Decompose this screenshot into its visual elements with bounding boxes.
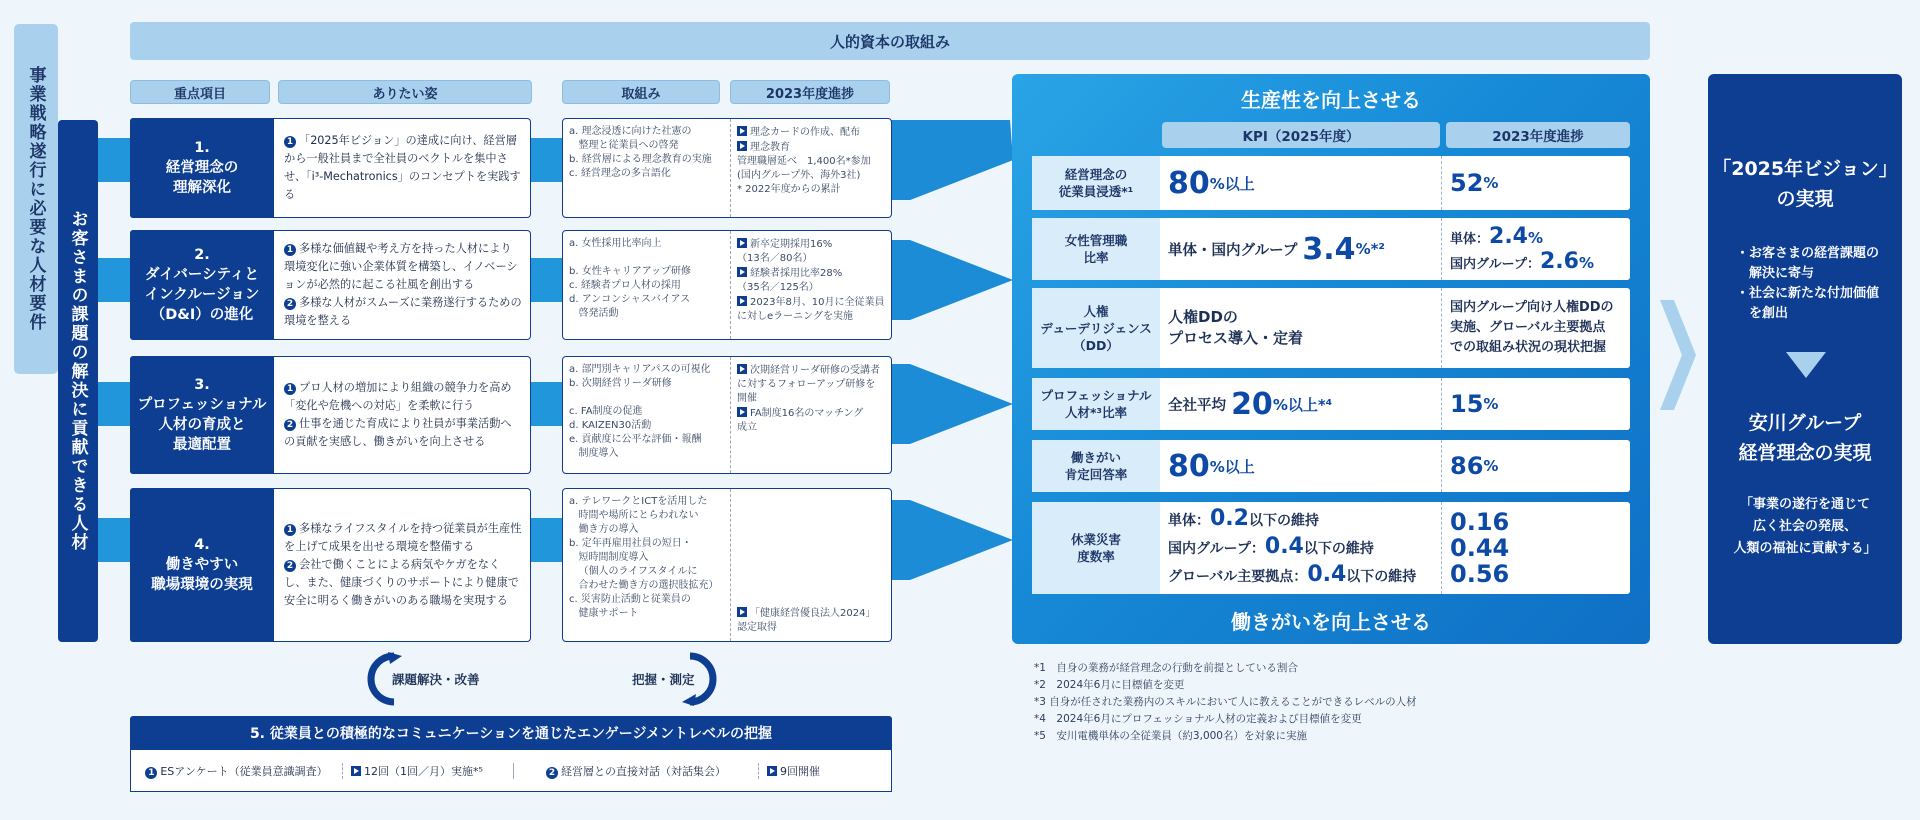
cycle-right-arrow-icon [680, 652, 730, 706]
row-4-box [562, 488, 892, 642]
kpi-progress-text: 国内グループ向け人権DDの 実施、グローバル主要拠点 での取組み状況の現状把握 [1450, 300, 1614, 355]
header-progress: 2023年度進捗 [730, 80, 890, 104]
engagement-row [130, 750, 892, 792]
group-philosophy-quote: 「事業の遂行を通じて 広く社会の発展、 人類の福祉に貢献する」 [1733, 497, 1877, 556]
play-icon [737, 141, 747, 151]
row-4-label: 4. 働きやすい 職場環境の実現 [130, 488, 274, 642]
kpi-row-label: 人権 デューデリジェンス （DD） [1032, 288, 1160, 368]
header-initiatives: 取組み [562, 80, 720, 104]
play-icon [767, 766, 777, 776]
kpi-target-value: 80 [1168, 448, 1210, 484]
vision-item: ・お客さまの経営課題の 解決に寄与 [1736, 246, 1880, 281]
cycle-right-label: 把握・測定 [632, 672, 695, 687]
kpi-target-suffix: 以下の維持 [1303, 541, 1374, 557]
kpi-target-suffix: %以上 [1209, 174, 1255, 193]
kpi-target-value: 20 [1231, 386, 1273, 422]
chevron-right-icon [1660, 300, 1696, 410]
play-icon [737, 364, 747, 374]
play-icon [351, 766, 361, 776]
kpi-progress-value: 0.16 [1450, 508, 1510, 536]
engagement-item-2: 経営層との直接対話（対話集会） [561, 764, 726, 778]
kpi-target-value: 0.2 [1210, 506, 1249, 531]
kpi-progress-value: 2.4 [1489, 224, 1528, 249]
footnotes [1034, 660, 1417, 745]
kpi-target-suffix: %*² [1355, 240, 1386, 258]
row-4-progress-1: 「健康経営優良法人2024」 認定取得 [737, 608, 876, 633]
num-2-icon: 2 [284, 560, 296, 572]
kpi-progress-label: 単体： [1450, 232, 1490, 247]
kpi-row-accident-rate [1032, 502, 1630, 594]
kpi-progress-value: 15 [1450, 390, 1484, 418]
kpi-progress-value: 2.6 [1539, 249, 1579, 274]
kpi-target-prefix: 国内グループ： [1168, 541, 1265, 557]
row-4-desc-item-1: 多様なライフスタイルを持つ従業員が生産性を上げて成果を出せる環境を整備する [284, 522, 522, 553]
engagement-item-2-progress: 9回開催 [780, 764, 820, 778]
kpi-progress-unit: % [1528, 229, 1544, 247]
row-4-desc [274, 488, 531, 642]
kpi-progress-unit: % [1578, 254, 1594, 272]
kpi-progress-value: 86 [1450, 452, 1484, 480]
row-3-initiatives: a. 部門別キャリアパスの可視化 b. 次期経営リーダ研修 c. FA制度の促進 d. KAIZEN30活動 e. 貢献度に公平な評価・報酬 制度導入 [563, 357, 731, 473]
top-banner: 人的資本の取組み [130, 22, 1650, 60]
header-ideal: ありたい姿 [278, 80, 532, 104]
engagement-title: 5. 従業員との積極的なコミュニケーションを通じたエンゲージメントレベルの把握 [130, 716, 892, 750]
kpi-row-women-managers [1032, 218, 1630, 280]
footnote: *2 2024年6月に目標値を変更 [1034, 679, 1185, 691]
play-icon [737, 607, 747, 617]
num-1-icon: 1 [145, 767, 157, 779]
kpi-row-human-rights [1032, 288, 1630, 368]
num-2-icon: 2 [546, 767, 558, 779]
kpi-progress-unit: % [1483, 457, 1499, 475]
play-icon [737, 296, 747, 306]
row-3-desc-item-2: 仕事を通じた育成により社員が事業活動への貢献を実感し、働きがいを向上させる [284, 417, 512, 448]
play-icon [737, 238, 747, 248]
kpi-top-title: 生産性を向上させる [1241, 88, 1421, 112]
row-2-desc-item-2: 多様な人材がスムーズに業務遂行するための環境を整える [284, 296, 522, 327]
play-icon [737, 126, 747, 136]
row-4-initiatives: a. テレワークとICTを活用した 時間や場所にとらわれない 働き方の導入 b. 定年再雇用社員の短日・ 短時間制度導入 （個人のライフスタイルに 合わせた働き方の選択肢拡充） c. 災害防止活動と従業員の 健康サポート [563, 489, 731, 641]
vision-title: 「2025年ビジョン」 の実現 [1712, 158, 1898, 210]
vision-item: ・社会に新たな付加価値 を創出 [1736, 286, 1880, 321]
kpi-target-suffix: 以下の維持 [1248, 513, 1319, 529]
num-1-icon: 1 [284, 383, 296, 395]
kpi-target-value: 0.4 [1307, 562, 1347, 587]
row-2-progress-2: 経験者採用比率28% （35名／125名） [737, 268, 843, 293]
row-2-label: 2. ダイバーシティと インクルージョン （D&I）の進化 [130, 230, 274, 340]
footnote: *3 自身が任された業務内のスキルにおいて人に教えることができるレベルの人材 [1034, 696, 1417, 708]
engagement-item-1: ESアンケート（従業員意識調査） [160, 764, 328, 778]
cycle-left-label: 課題解決・改善 [392, 672, 480, 687]
kpi-target-value: 0.4 [1264, 534, 1304, 559]
engagement-item-1-progress: 12回（1回／月）実施*⁵ [364, 764, 483, 778]
kpi-bottom-title: 働きがいを向上させる [1231, 610, 1431, 634]
play-icon [737, 267, 747, 277]
row-2-progress-1: 新卒定期採用16% （13名／80名） [737, 239, 833, 264]
kpi-row-professional [1032, 378, 1630, 430]
num-1-icon: 1 [284, 244, 296, 256]
num-1-icon: 1 [284, 524, 296, 536]
kpi-row-label: 働きがい 肯定回答率 [1032, 440, 1160, 492]
kpi-row-label: 経営理念の 従業員浸透*¹ [1032, 156, 1160, 210]
footnote: *1 自身の業務が経営理念の行動を前提としている割合 [1034, 662, 1298, 674]
kpi-progress-value: 0.44 [1450, 534, 1510, 562]
kpi-target-prefix: 単体・国内グループ [1168, 242, 1298, 259]
kpi-row-label: 女性管理職 比率 [1032, 218, 1160, 280]
row-1-progress-1: 理念カードの作成、配布 [750, 127, 860, 138]
kpi-progress-label: 国内グループ： [1450, 257, 1540, 272]
left-talent-label: お客さまの課題の解決に貢献できる人材 [58, 120, 98, 642]
footnote: *5 安川電機単体の全従業員（約3,000名）を対象に実施 [1034, 730, 1307, 742]
down-triangle-icon [1786, 352, 1826, 378]
kpi-target-suffix: 以下の維持 [1346, 569, 1417, 585]
row-3-progress-2: FA制度16名のマッチング 成立 [737, 408, 864, 433]
row-2-box [562, 230, 892, 340]
row-3-progress-1: 次期経営リーダ研修の受講者 に対するフォローアップ研修を 開催 [737, 365, 880, 404]
kpi-target-prefix: 全社平均 [1168, 397, 1226, 414]
row-1-box [562, 118, 892, 218]
row-2-progress-3: 2023年8月、10月に全従業員 に対しeラーニングを実施 [737, 297, 885, 322]
group-philosophy-title: 安川グループ 経営理念の実現 [1738, 412, 1872, 464]
num-2-icon: 2 [284, 419, 296, 431]
num-1-icon: 1 [284, 136, 296, 148]
row-3-desc-item-1: プロ人材の増加により組織の競争力を高め「変化や危機への対応」を柔軟に行う [284, 381, 512, 412]
kpi-header: KPI（2025年度） [1162, 122, 1440, 148]
row-4-desc-item-2: 会社で働くことによる病気やケガをなくし、また、健康づくりのサポートにより健康で安全に明るく働きがいのある職場を実現する [284, 558, 519, 607]
footnote: *4 2024年6月にプロフェッショナル人材の定義および目標値を変更 [1034, 713, 1362, 725]
kpi-progress-value: 0.56 [1450, 560, 1510, 588]
header-focus: 重点項目 [130, 80, 270, 104]
row-1-desc [274, 118, 531, 218]
kpi-progress-header: 2023年度進捗 [1446, 122, 1630, 148]
kpi-row-label: 休業災害 度数率 [1032, 502, 1160, 594]
play-icon [737, 407, 747, 417]
row-1-initiatives: a. 理念浸透に向けた社憲の 整理と従業員への啓発 b. 経営層による理念教育の実施 c. 経営理念の多言語化 [563, 119, 731, 217]
kpi-target-suffix: %以上 [1209, 457, 1255, 476]
row-2-desc-item-1: 多様な価値観や考え方を持った人材により環境変化に強い企業体質を構築し、イノベーションが必然的に起こる社風を創出する [284, 242, 518, 291]
kpi-row-label: プロフェッショナル 人材*³比率 [1032, 378, 1160, 430]
kpi-target-prefix: グローバル主要拠点： [1168, 569, 1308, 585]
row-3-desc [274, 356, 531, 474]
vision-items [1736, 244, 1896, 324]
kpi-target-text: 人権DDの プロセス導入・定着 [1160, 288, 1442, 368]
kpi-progress-unit: % [1483, 395, 1499, 413]
kpi-row-engagement [1032, 440, 1630, 492]
row-2-initiatives: a. 女性採用比率向上 b. 女性キャリアアップ研修 c. 経験者プロ人材の採用 d. アンコンシャスバイアス 啓発活動 [563, 231, 731, 339]
kpi-target-prefix: 単体： [1168, 513, 1210, 529]
kpi-row-philosophy [1032, 156, 1630, 210]
row-1-label: 1. 経営理念の 理解深化 [130, 118, 274, 218]
left-requirement-label: 事業戦略遂行に必要な人材要件 [14, 24, 58, 374]
row-1-desc-item-1: 「2025年ビジョン」の達成に向け、経営層から一般社員まで全社員のベクトルを集中させ、「i³-Mechatronics」のコンセプトを実践する [284, 134, 521, 201]
row-1-progress-2: 理念教育 管理職層延べ 1,400名*参加 (国内グループ外、海外3社) * 2022年度からの累計 [737, 142, 871, 195]
row-3-box [562, 356, 892, 474]
kpi-target-value: 80 [1168, 165, 1210, 201]
kpi-target-value: 3.4 [1302, 231, 1356, 267]
row-3-label: 3. プロフェッショナル 人材の育成と 最適配置 [130, 356, 274, 474]
kpi-target-suffix: %以上*⁴ [1272, 395, 1333, 414]
kpi-progress-value: 52 [1450, 169, 1484, 197]
num-2-icon: 2 [284, 298, 296, 310]
kpi-progress-unit: % [1483, 174, 1499, 192]
row-2-desc [274, 230, 531, 340]
